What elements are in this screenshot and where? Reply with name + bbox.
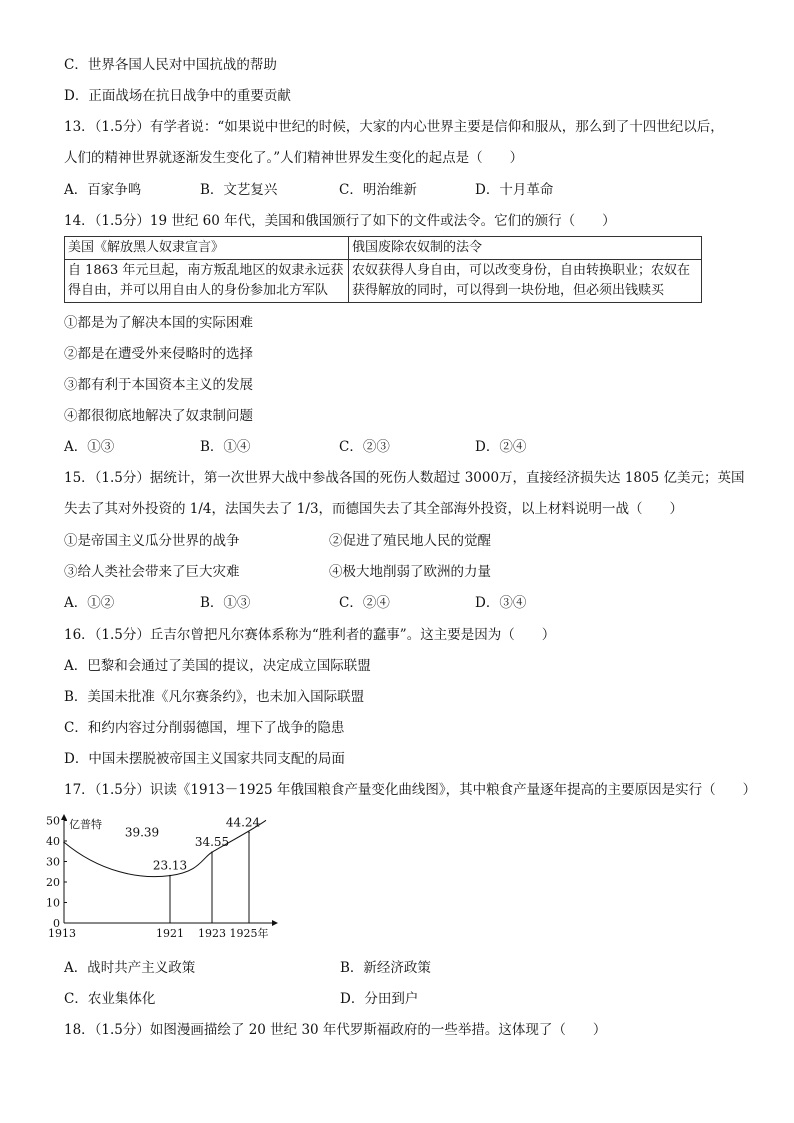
q15-statement-1: ①是帝国主义瓜分世界的战争 <box>64 533 240 549</box>
q17-option-c: C．农业集体化 <box>64 991 156 1007</box>
q14-statement-4: ④都很彻底地解决了奴隶制问题 <box>64 408 253 424</box>
q15-statement-2: ②促进了殖民地人民的觉醒 <box>329 533 491 549</box>
q15-stem-line1: 15．（1.5分）据统计，第一次世界大战中参战各国的死伤人数超过 3000万，直接经济损失达 1805 亿美元；英国 <box>64 470 745 486</box>
q17-option-a: A．战时共产主义政策 <box>64 960 196 976</box>
q16-option-a: A．巴黎和会通过了美国的提议，决定成立国际联盟 <box>64 658 371 674</box>
y-tick-label: 40 <box>46 835 60 848</box>
q14-option-a: A．①③ <box>64 439 115 455</box>
x-tick-label: 1923 <box>198 927 226 940</box>
x-tick-label: 1925年 <box>229 927 269 940</box>
data-label: 34.55 <box>194 835 230 850</box>
y-tick-label: 30 <box>46 855 60 869</box>
q15-option-c: C．②④ <box>339 595 390 611</box>
q13-option-c: C．明治维新 <box>339 182 417 198</box>
q15-stem-line2: 失去了其对外投资的 1/4，法国失去了 1/3，而德国失去了其全部海外投资，以上材料说明一战（ ） <box>64 501 684 517</box>
q12-option-c: C．世界各国人民对中国抗战的帮助 <box>64 57 277 73</box>
q14-statement-2: ②都是在遭受外来侵略时的选择 <box>64 346 253 362</box>
data-label: 44.24 <box>225 815 261 830</box>
q16-stem: 16．（1.5分）丘吉尔曾把凡尔赛体系称为“胜利者的蠢事”。这主要是因为（ ） <box>64 627 556 643</box>
y-axis-arrow <box>61 814 67 820</box>
q15-option-b: B．①③ <box>200 595 251 611</box>
q13-option-d: D．十月革命 <box>475 182 554 198</box>
q14-table-cell-us: 自 1863 年元旦起，南方叛乱地区的奴隶永远获得自由，并可以用自由人的身份参加北方军队 <box>65 260 349 303</box>
q14-statement-1: ①都是为了解决本国的实际困难 <box>64 315 253 331</box>
data-label: 23.13 <box>152 858 188 873</box>
data-label: 39.39 <box>124 825 160 840</box>
q17-option-b: B．新经济政策 <box>340 960 431 976</box>
q15-option-d: D．③④ <box>475 595 527 611</box>
q13-option-b: B．文艺复兴 <box>200 182 278 198</box>
y-tick-label: 20 <box>46 876 60 889</box>
y-tick-label: 50 <box>46 814 60 828</box>
q14-table-cell-russia: 农奴获得人身自由，可以改变身份，自由转换职业；农奴在获得解放的同时，可以得到一块份地，但必须出钱赎买 <box>349 260 702 303</box>
q14-option-c: C．②③ <box>339 439 390 455</box>
q14-stem: 14．（1.5分）19 世纪 60 年代，美国和俄国颁行了如下的文件或法令。它们的颁行（ ） <box>64 213 616 229</box>
q17-stem: 17．（1.5分）识读《1913－1925 年俄国粮食产量变化曲线图》，其中粮食产量逐年提高的主要原因是实行（ ） <box>64 782 757 798</box>
q14-statement-3: ③都有利于本国资本主义的发展 <box>64 377 253 393</box>
data-point <box>211 851 213 853</box>
q14-table-header-us: 美国《解放黑人奴隶宣言》 <box>65 237 349 260</box>
q14-option-d: D．②④ <box>475 439 527 455</box>
x-tick-label: 1913 <box>48 927 76 940</box>
y-tick-label: 10 <box>46 896 60 910</box>
q16-option-b: B．美国未批准《凡尔赛条约》，也未加入国际联盟 <box>64 689 365 705</box>
q14-option-b: B．①④ <box>200 439 251 455</box>
data-point <box>169 875 171 877</box>
y-axis-unit-label: 亿普特 <box>69 818 102 831</box>
q16-option-c: C．和约内容过分削弱德国，埋下了战争的隐患 <box>64 720 345 736</box>
data-point <box>248 832 250 834</box>
q18-stem: 18．（1.5分）如图漫画描绘了 20 世纪 30 年代罗斯福政府的一些举措。这体现了（ ） <box>64 1022 607 1038</box>
q15-statement-4: ④极大地削弱了欧洲的力量 <box>329 564 491 580</box>
q13-option-a: A．百家争鸣 <box>64 182 142 198</box>
grain-output-chart <box>40 812 280 942</box>
q17-option-d: D．分田到户 <box>340 991 419 1007</box>
q14-table-header-russia: 俄国废除农奴制的法令 <box>349 237 702 260</box>
q16-option-d: D．中国未摆脱被帝国主义国家共同支配的局面 <box>64 751 345 767</box>
q12-option-d: D．正面战场在抗日战争中的重要贡献 <box>64 88 291 104</box>
q15-statement-3: ③给人类社会带来了巨大灾难 <box>64 564 240 580</box>
x-axis-arrow <box>272 920 278 926</box>
q14-table <box>64 236 702 303</box>
x-tick-label: 1921 <box>156 927 184 940</box>
y-tick-label: 0 <box>53 917 60 930</box>
q13-stem-line2: 人们的精神世界就逐渐发生变化了。”人们精神世界发生变化的起点是（ ） <box>64 150 524 166</box>
data-point <box>63 841 65 843</box>
q13-stem-line1: 13．（1.5分）有学者说：“如果说中世纪的时候，大家的内心世界主要是信仰和服从，那么到了十四世纪以后， <box>64 119 724 135</box>
q15-option-a: A．①② <box>64 595 115 611</box>
